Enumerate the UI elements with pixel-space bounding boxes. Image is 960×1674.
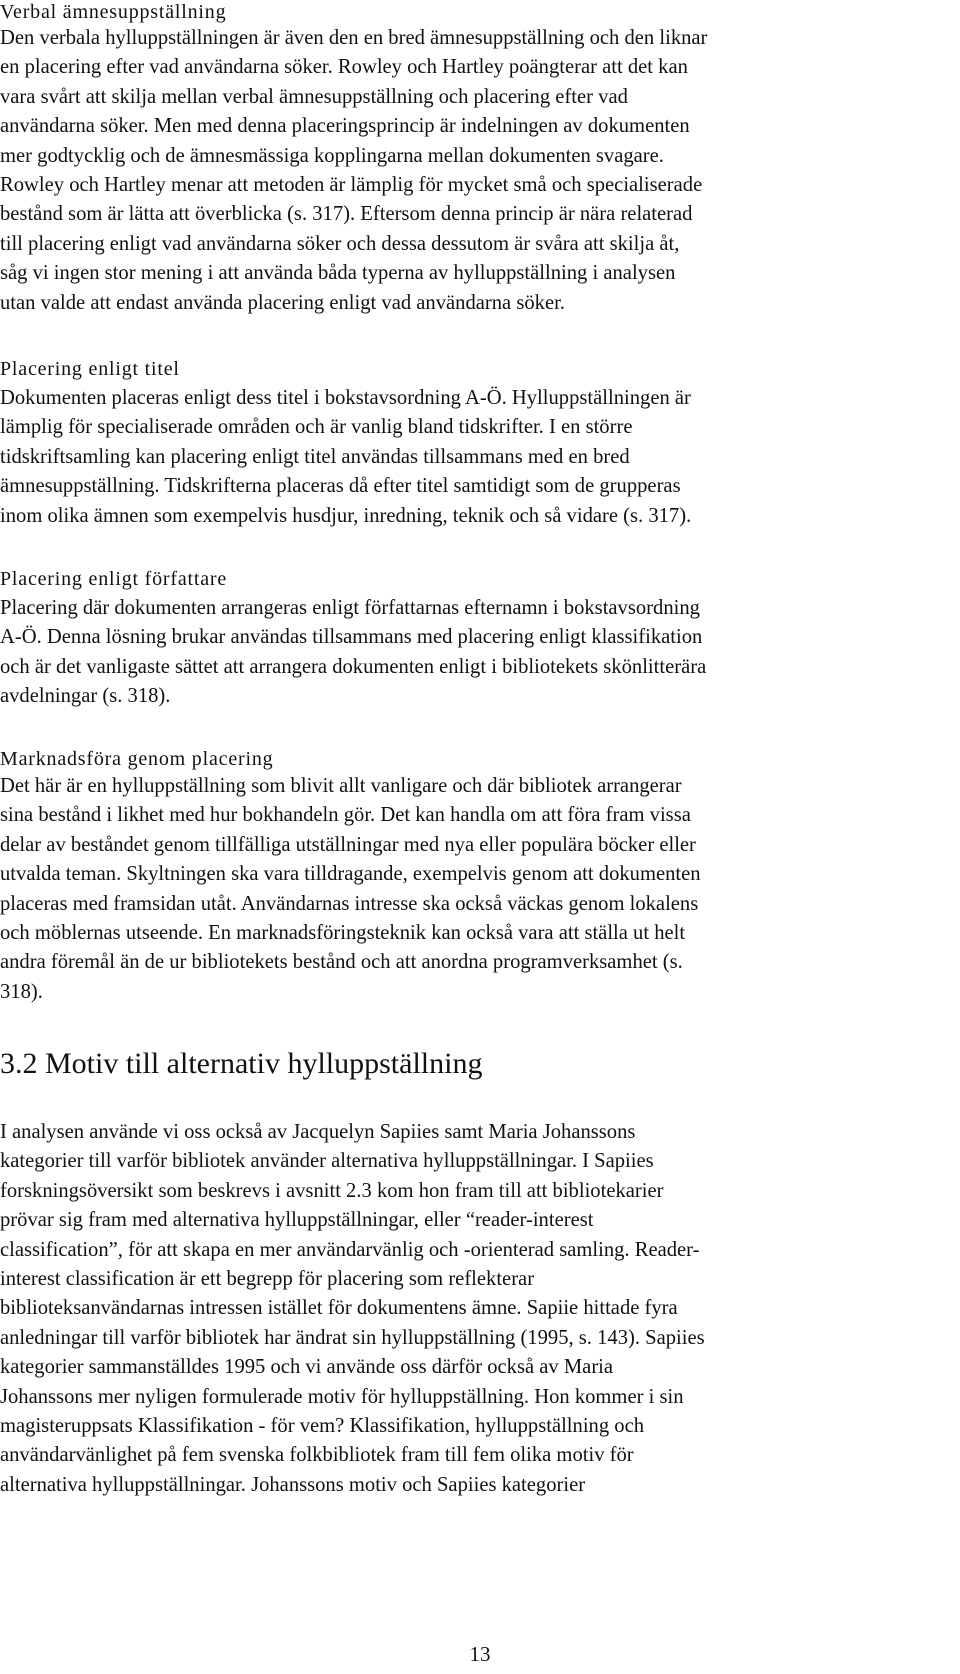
- section-paragraph-verbal: [0, 24, 950, 318]
- text-line: och möblernas utseende. En marknadsföringsteknik kan också vara att ställa ut helt: [0, 922, 686, 945]
- text-line: en placering efter vad användarna söker. Rowley och Hartley poängterar att det kan: [0, 56, 688, 79]
- text-line: biblioteksanvändarnas intressen istället för dokumentens ämne. Sapiie hittade fyra: [0, 1297, 678, 1320]
- text-line: Den verbala hylluppställningen är även den en bred ämnesuppställning och den liknar: [0, 27, 708, 49]
- text-line: Rowley och Hartley menar att metoden är lämplig för mycket små och specialiserade: [0, 174, 703, 197]
- text-line: utvalda teman. Skyltningen ska vara tilldragande, exempelvis genom att dokumenten: [0, 863, 701, 886]
- text-line: Johanssons mer nyligen formulerade motiv för hylluppställning. Hon kommer i sin: [0, 1385, 684, 1408]
- text-line: bestånd som är lätta att överblicka (s. 317). Eftersom denna princip är nära relaterad: [0, 203, 693, 226]
- text-line: kategorier till varför bibliotek använder alternativa hylluppställningar. I Sapiies: [0, 1150, 654, 1173]
- section-heading-titel: Placering enligt titel: [0, 358, 180, 380]
- text-line: utan valde att endast använda placering enligt vad användarna söker.: [0, 291, 565, 314]
- text-line: Det här är en hylluppställning som blivit allt vanligare och där bibliotek arrangerar: [0, 775, 682, 797]
- text-line: I analysen använde vi oss också av Jacquelyn Sapiies samt Maria Johanssons: [0, 1121, 636, 1143]
- text-line: användarna söker. Men med denna placeringsprincip är indelningen av dokumenten: [0, 115, 690, 138]
- text-line: forskningsöversikt som beskrevs i avsnitt 2.3 kom hon fram till att bibliotekarier: [0, 1179, 664, 1202]
- text-line: placeras med framsidan utåt. Användarnas intresse ska också väckas genom lokalens: [0, 892, 699, 915]
- text-line: interest classification är ett begrepp för placering som reflekterar: [0, 1268, 535, 1291]
- text-line: Placering där dokumenten arrangeras enligt författarnas efternamn i bokstavsordning: [0, 597, 700, 619]
- text-line: anledningar till varför bibliotek har ändrat sin hylluppställning (1995, s. 143). Sapiies: [0, 1326, 705, 1349]
- text-line: delar av beståndet genom tillfälliga utställningar med nya eller populära böcker eller: [0, 833, 696, 856]
- section-heading-marknadsfora: Marknadsföra genom placering: [0, 748, 274, 770]
- text-line: användarvänlighet på fem svenska folkbibliotek fram till fem olika motiv för: [0, 1444, 634, 1467]
- text-line: lämplig för specialiserade områden och är vanlig bland tidskrifter. I en större: [0, 416, 633, 439]
- text-line: ämnesuppställning. Tidskrifterna placeras då efter titel samtidigt som de grupperas: [0, 475, 681, 498]
- page-number: 13: [469, 1642, 491, 1666]
- text-line: tidskriftsamling kan placering enligt titel användas tillsammans med en bred: [0, 445, 630, 468]
- section-paragraph-marknadsfora: [0, 772, 950, 1007]
- text-line: vara svårt att skilja mellan verbal ämnesuppställning och placering efter vad: [0, 85, 628, 108]
- text-line: mer godtycklig och de ämnesmässiga kopplingarna mellan dokumenten svagare.: [0, 144, 664, 167]
- text-line: classification”, för att skapa en mer användarvänlig och -orienterad samling. Reader-: [0, 1238, 700, 1261]
- text-line: Dokumenten placeras enligt dess titel i bokstavsordning A-Ö. Hylluppställningen är: [0, 387, 691, 409]
- text-line: A-Ö. Denna lösning brukar användas tillsammans med placering enligt klassifikation: [0, 626, 703, 649]
- text-line: sina bestånd i likhet med hur bokhandeln gör. Det kan handla om att föra fram vissa: [0, 804, 691, 827]
- text-line: alternativa hylluppställningar. Johanssons motiv och Sapiies kategorier: [0, 1473, 586, 1496]
- chapter-title: 3.2 Motiv till alternativ hylluppställning: [0, 1047, 483, 1080]
- text-line: 318).: [0, 980, 43, 1003]
- text-line: kategorier sammanställdes 1995 och vi använde oss därför också av Maria: [0, 1356, 614, 1379]
- section-heading-verbal: Verbal ämnesuppställning: [0, 1, 227, 23]
- text-line: inom olika ämnen som exempelvis husdjur, inredning, teknik och så vidare (s. 317).: [0, 504, 692, 527]
- text-line: andra föremål än de ur bibliotekets bestånd och att anordna programverksamhet (s.: [0, 951, 683, 974]
- text-line: avdelningar (s. 318).: [0, 685, 171, 708]
- text-line: och är det vanligaste sättet att arrangera dokumenten enligt i bibliotekets skönlitterära: [0, 655, 707, 678]
- text-line: magisteruppsats Klassifikation - för vem? Klassifikation, hylluppställning och: [0, 1415, 645, 1438]
- section-paragraph-titel: [0, 384, 950, 531]
- section-paragraph-forfattare: [0, 594, 950, 712]
- section-heading-forfattare: Placering enligt författare: [0, 568, 228, 590]
- text-line: till placering enligt vad användarna söker och dessa dessutom är svåra att skilja åt,: [0, 232, 680, 255]
- text-line: prövar sig fram med alternativa hylluppställningar, eller “reader-interest: [0, 1209, 594, 1232]
- chapter-paragraph: [0, 1118, 950, 1500]
- text-line: såg vi ingen stor mening i att använda båda typerna av hylluppställning i analysen: [0, 262, 676, 285]
